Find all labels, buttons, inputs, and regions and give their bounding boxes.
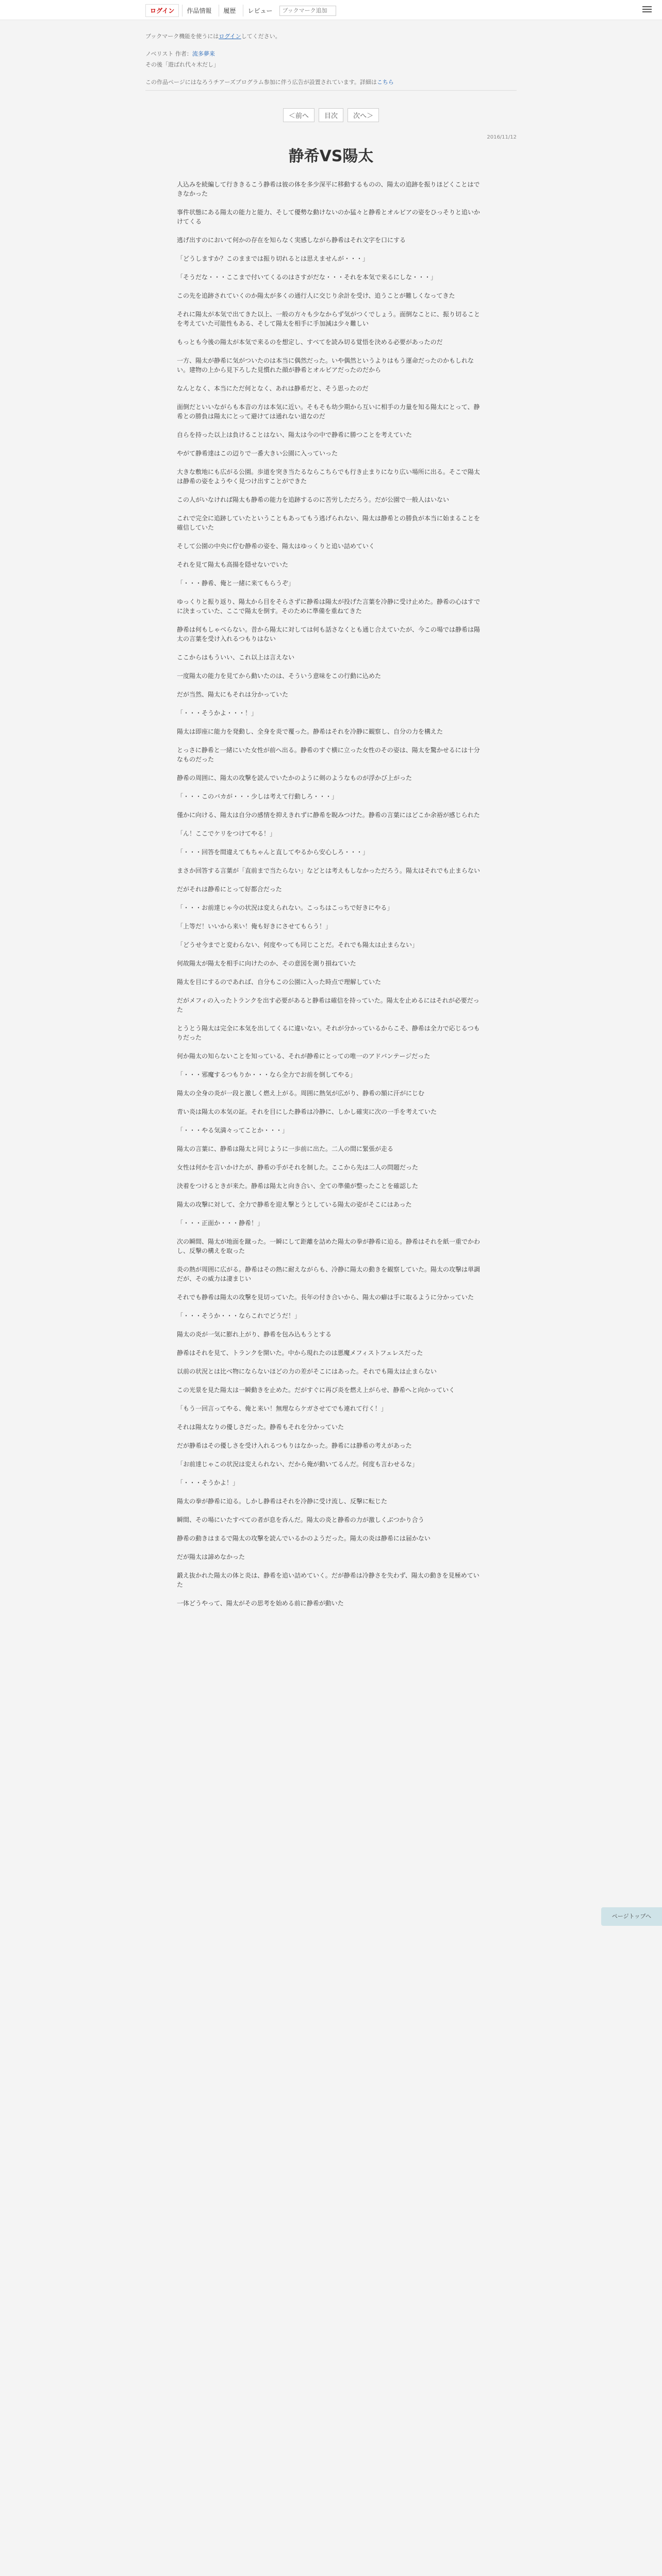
body-paragraph: 「お前達じゃこの状況は変えられない、だから俺が動いてるんだ。何度も言わせるな」 xyxy=(177,1461,419,1468)
body-paragraph: 青い炎は陽太の本気の証。それを目にした静希は冷静に、しかし確実に次の一手を考えていた xyxy=(177,1108,437,1115)
body-paragraph: ゆっくりと振り返り、陽太から目をそらさずに静希は陽太が投げた言葉を冷静に受け止めた。静希の心はすでに決まっていた、ここで陽太を倒す。そのために準備を重ねてきた xyxy=(177,598,481,615)
notice-login-link[interactable]: ログイン xyxy=(219,33,241,40)
body-paragraph: 決着をつけるときが来た。静希は陽太と向き合い、全ての準備が整ったことを確認した xyxy=(177,1182,419,1190)
body-paragraph: 「・・・正面か・・・静希！」 xyxy=(177,1219,264,1227)
body-paragraph: 面倒だといいながらも本音の方は本気に近い。そもそも幼少期から互いに相手の力量を知る陽太にとって、静希との勝負は陽太にとって避けては通れない道なのだ xyxy=(177,403,480,420)
body-paragraph: 一体どうやって、陽太がその思考を始める前に静希が動いた xyxy=(177,1600,344,1607)
notice-suffix: してください。 xyxy=(241,33,281,40)
body-paragraph: 「・・・お前達じゃ今の状況は変えられない。こっちはこっちで好きにやる」 xyxy=(177,904,393,911)
body-paragraph: 陽太を目にするのであれば、自分もこの公園に入った時点で理解していた xyxy=(177,978,382,986)
body-paragraph: 陽太の言葉に、静希は陽太と同じように一歩前に出た。二人の間に緊張が走る xyxy=(177,1145,394,1153)
pager xyxy=(0,108,662,122)
body-paragraph: 次の瞬間、陽太が地面を蹴った。一瞬にして距離を詰めた陽太の拳が静希に迫る。静希はそれを紙一重でかわし、反撃の構えを取った xyxy=(177,1238,481,1255)
body-paragraph: 鍛え抜かれた陽太の体と炎は、静希を追い詰めていく。だが静希は冷静さを失わず、陽太の動きを見極めていた xyxy=(177,1572,479,1588)
body-paragraph: 人込みを続編して行ききるこう静希は彼の体を多少深平に移動するものの、陽太の追跡を振りほどくことはできなかった xyxy=(177,181,480,197)
body-paragraph: 「どうせ今までと変わらない、何度やっても同じことだ。それでも陽太は止まらない」 xyxy=(177,941,419,948)
body-paragraph: この人がいなければ陽太も静希の能力を追跡するのに苦労しただろう。だが公園で一般人はいない xyxy=(177,496,450,503)
body-paragraph: 以前の状況とは比べ物にならないほどの力の差がそこにはあった。それでも陽太は止まらない xyxy=(177,1368,437,1375)
nav-history[interactable]: 履歴 xyxy=(219,5,240,16)
body-paragraph: 「・・・やる気満々ってことか・・・」 xyxy=(177,1127,289,1134)
body-paragraph: やがて静希達はこの辺りで一番大きい公園に入っていった xyxy=(177,450,338,457)
body-paragraph: まさか回答する言葉が「直前まで当たらない」などとは考えもしなかっただろう。陽太はそれでも止まらない xyxy=(177,867,481,874)
chapter-body xyxy=(177,180,485,1617)
top-nav xyxy=(145,4,336,17)
notice-prefix: ブックマーク機能を使うには xyxy=(145,33,219,40)
login-button[interactable]: ログイン xyxy=(145,4,179,17)
body-paragraph: 「・・・そうかよ・・・！」 xyxy=(177,709,258,717)
body-paragraph: 静希の動きはまるで陽太の攻撃を読んでいるかのようだった。陽太の炎は静希には届かない xyxy=(177,1535,431,1542)
body-paragraph: これで完全に追跡していたということもあってもう逃げられない、陽太は静希との勝負が本当に始まることを確信していた xyxy=(177,515,480,531)
body-paragraph: 陽太の炎が一気に膨れ上がり、静希を包み込もうとする xyxy=(177,1331,332,1338)
body-paragraph: ここからはもういい、これ以上は言えない xyxy=(177,654,295,661)
body-paragraph: それは陽太なりの優しさだった。静希もそれを分かっていた xyxy=(177,1423,344,1431)
body-paragraph: 陽太の全身の炎が一段と激しく燃え上がる。周囲に熱気が広がり、静希の額に汗がにじむ xyxy=(177,1090,425,1097)
ad-details-link[interactable]: こちら xyxy=(376,79,394,86)
body-paragraph: 「・・・回答を間違えてもちゃんと直してやるから安心しろ・・・」 xyxy=(177,849,369,856)
body-paragraph: 「ん！ここでケリをつけてやる！」 xyxy=(177,830,276,837)
body-paragraph: 何故陽太が陽太を相手に向けたのか、その意図を測り損ねていた xyxy=(177,960,356,967)
body-paragraph: 炎の熱が周囲に広がる。静希はその熱に耐えながらも、冷静に陽太の動きを観察していた。陽太の攻撃は単調だが、その威力は凄まじい xyxy=(177,1266,481,1282)
body-paragraph: 一方、陽太が静希に気がついたのは本当に偶然だった。いや偶然というよりはもう運命だったのかもしれない。建物の上から見下ろした見慣れた顔が静希とオルビアだったのだから xyxy=(177,357,474,374)
body-paragraph: 何か陽太の知らないことを知っている、それが静希にとっての唯一のアドバンテージだった xyxy=(177,1053,431,1060)
body-paragraph: 陽太は即座に能力を発動し、全身を炎で覆った。静希はそれを冷静に観察し、自分の力を構えた xyxy=(177,728,443,735)
body-paragraph: 陽太の拳が静希に迫る。しかし静希はそれを冷静に受け流し、反撃に転じた xyxy=(177,1498,388,1505)
body-paragraph: この光景を見た陽太は一瞬動きを止めた。だがすぐに再び炎を燃え上がらせ、静希へと向かっていく xyxy=(177,1386,455,1394)
author-label: ノベリスト 作者： xyxy=(145,50,192,57)
body-paragraph: 「・・・そうかよ！」 xyxy=(177,1479,239,1486)
body-paragraph: 僅かに向ける、陽太は自分の感情を抑えきれずに静希を睨みつけた。静希の言葉にはどこか余裕が感じられた xyxy=(177,811,480,819)
body-paragraph: だがメフィの入ったトランクを出す必要があると静希は確信を持っていた。陽太を止めるにはそれが必要だった xyxy=(177,997,479,1013)
body-paragraph: なんとなく、本当にただ何となく、あれは静希だと、そう思ったのだ xyxy=(177,385,369,392)
body-paragraph: この先を追跡されていくのか陽太が多くの通行人に交じり余計を受け、追うことが難しくなってきた xyxy=(177,292,455,299)
body-paragraph: だが当然、陽太にもそれは分かっていた xyxy=(177,691,289,698)
body-paragraph: それでも静希は陽太の攻撃を見切っていた。長年の付き合いから、陽太の癖は手に取るように分かっていた xyxy=(177,1294,474,1301)
post-date-text: 2016/11/12 xyxy=(487,134,517,140)
next-button[interactable]: 次へ＞ xyxy=(347,108,379,122)
body-paragraph: 静希は何もしゃべらない。昔から陽太に対しては何も話さなくとも通じ合えていたが、今この場では静希は陽太の言葉を受け入れるつもりはない xyxy=(177,626,481,642)
body-paragraph: それに陽太が本気で出てきた以上、一般の方々も少なからず気がつくでしょう。面倒なことに、振り切ることを考えていた可能性もある、そして陽太を相手に手加減は少々難しい xyxy=(177,311,481,327)
toc-button[interactable]: 目次 xyxy=(319,108,343,122)
prev-button[interactable]: ＜前へ xyxy=(283,108,315,122)
ad-notice xyxy=(145,78,517,91)
body-paragraph: 事件状態にある陽太の能力と能力、そして優勢な動けないのか猛々と静希とオルビアの姿をひっそりと追いかけてくる xyxy=(177,209,481,225)
bookmark-add-input[interactable] xyxy=(279,6,336,16)
body-paragraph: 逃げ出すのにおいて何かの存在を知らなく実感しながら静希はそれ文字を口にする xyxy=(177,236,406,244)
body-paragraph: 陽太の攻撃に対して、全力で静希を迎え撃とうとしている陽太の姿がそこにはあった xyxy=(177,1201,412,1208)
author-row xyxy=(145,49,517,58)
body-paragraph: 「・・・このバカが・・・少しは考えて行動しろ・・・」 xyxy=(177,793,338,800)
header-area xyxy=(145,32,517,91)
nav-review[interactable]: レビュー xyxy=(243,5,276,16)
body-paragraph: 「・・・静希、俺と一緒に来てもらうぞ」 xyxy=(177,580,295,587)
body-paragraph: 一度陽太の能力を見てから動いたのは、そういう意味をこの行動に込めた xyxy=(177,672,382,680)
body-paragraph: 大きな敷地にも広がる公園。歩道を突き当たるならこちらでも行き止まりになり広い場所に出る。そこで陽太は静希の姿をようやく見つけ出すことができた xyxy=(177,468,480,485)
hamburger-menu-icon[interactable] xyxy=(642,5,652,14)
author-link[interactable]: 流多夢来 xyxy=(192,50,215,57)
page-top-button[interactable]: ページトップへ xyxy=(601,1907,662,1926)
body-paragraph: それを見て陽太も高揚を隠せないでいた xyxy=(177,561,289,568)
body-paragraph: だが陽太は諦めなかった xyxy=(177,1553,245,1561)
body-paragraph: とっさに静希と一緒にいた女性が前へ出る。静希のすぐ横に立った女性のその姿は、陽太を驚かせるには十分なものだった xyxy=(177,747,480,763)
body-paragraph: 「どうしますか？このままでは振り切れるとは思えませんが・・・」 xyxy=(177,255,369,262)
body-paragraph: 女性は何かを言いかけたが、静希の手がそれを制した。ここから先は二人の問題だった xyxy=(177,1164,419,1171)
body-paragraph: 「そうだな・・・ここまで付いてくるのはさすがだな・・・それを本気で来るにしな・・・」 xyxy=(177,274,437,281)
series-subtitle[interactable]: その後「遊ばれ代々木だし」 xyxy=(145,61,219,68)
top-bar xyxy=(0,0,662,20)
body-paragraph: 「もう一回言ってやる、俺と来い！無理ならケガさせてでも連れて行く！」 xyxy=(177,1405,387,1412)
body-paragraph: 静希はそれを見て、トランクを開いた。中から現れたのは悪魔メフィストフェレスだった xyxy=(177,1349,423,1357)
chapter-title: 静希VS陽太 xyxy=(288,147,374,165)
nav-work-info[interactable]: 作品情報 xyxy=(182,5,216,16)
body-paragraph: 「上等だ！いいから来い！俺も好きにさせてもらう！」 xyxy=(177,923,332,930)
body-paragraph: そして公園の中央に佇む静希の姿を、陽太はゆっくりと追い詰めていく xyxy=(177,543,375,550)
body-paragraph: 「・・・そうか・・・ならこれでどうだ！」 xyxy=(177,1312,301,1319)
body-paragraph: もっとも今後の陽太が本気で来るのを想定し、すべてを読み切る覚悟を決める必要があったのだ xyxy=(177,338,443,346)
body-paragraph: とうとう陽太は完全に本気を出してくるに違いない。それが分かっているからこそ、静希は全力で応じるつもりだった xyxy=(177,1025,480,1041)
bookmark-notice xyxy=(145,32,517,40)
body-paragraph: 自らを持った以上は負けることはない、陽太は今の中で静希に勝つことを考えていた xyxy=(177,431,412,438)
body-paragraph: だが静希はその優しさを受け入れるつもりはなかった。静希には静希の考えがあった xyxy=(177,1442,412,1449)
ad-notice-text: この作品ページにはなろうチアーズプログラム参加に伴う広告が設置されています。詳細は xyxy=(145,79,377,86)
body-paragraph: 静希の周囲に、陽太の攻撃を読んでいたかのように剣のようなものが浮かび上がった xyxy=(177,774,412,782)
body-paragraph: 「・・・邪魔するつもりか・・・なら全力でお前を倒してやる」 xyxy=(177,1071,356,1078)
body-paragraph: だがそれは静希にとって好都合だった xyxy=(177,886,282,893)
body-paragraph: 瞬間、その場にいたすべての者が息を呑んだ。陽太の炎と静希の力が激しくぶつかり合う xyxy=(177,1516,424,1523)
